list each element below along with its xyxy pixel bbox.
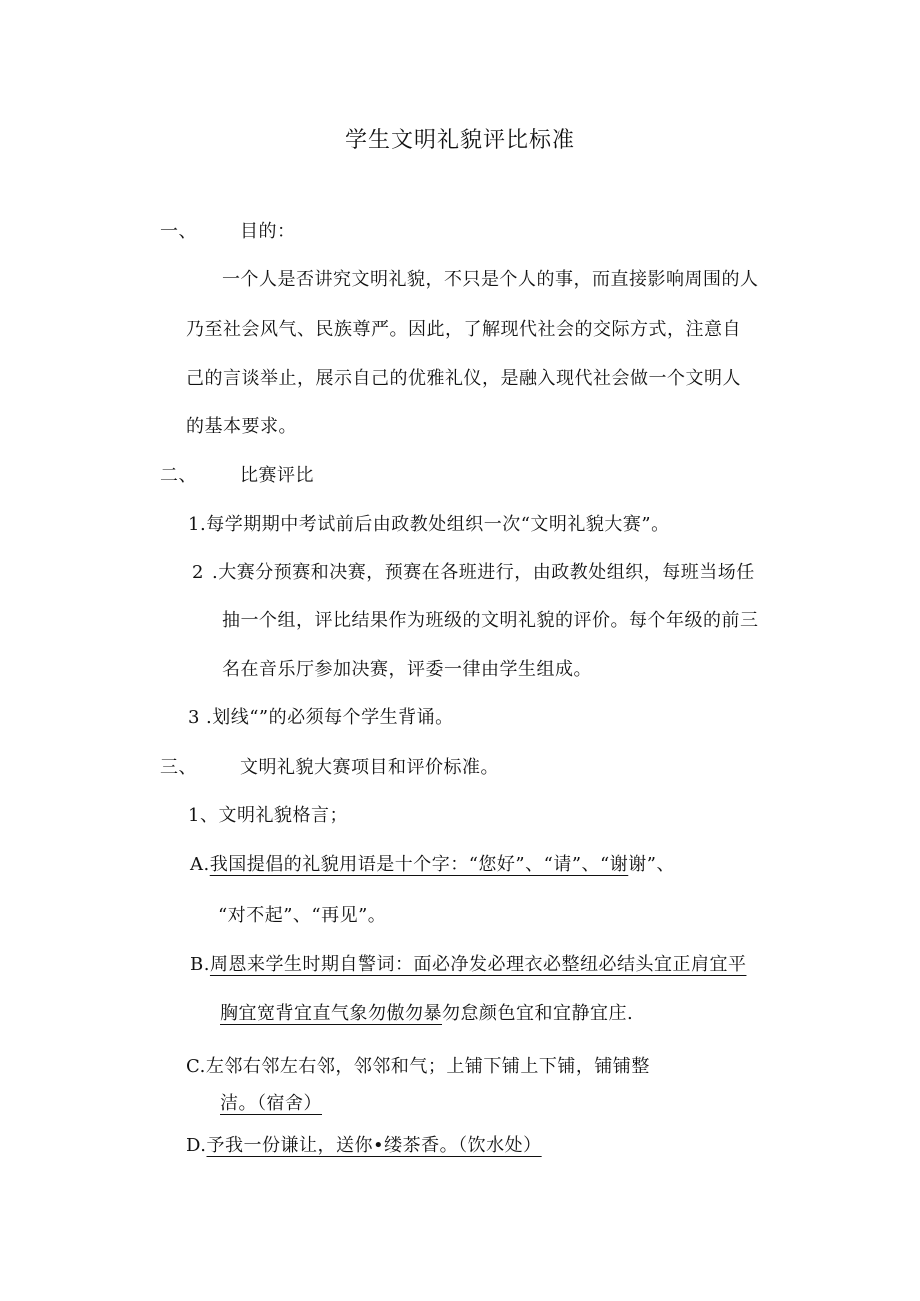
section-2-item-3-text: .划线“”的必须每个学生背诵。 xyxy=(206,707,454,728)
motto-b-underlined-text: 周恩来学生时期自警词：面必净发必理衣必整纽必结头宜正肩宜平 xyxy=(209,954,747,975)
motto-a-underlined-text: 我国提倡的礼貌用语是十个字：“您好”、“请”、“谢 xyxy=(209,854,629,875)
section-2-number: 二、 xyxy=(160,465,197,486)
section-1-number: 一、 xyxy=(160,221,197,242)
section-1-paragraph-line-1: 一个人是否讲究文明礼貌，不只是个人的事，而直接影响周围的人 xyxy=(222,269,759,290)
motto-d-label: D. xyxy=(186,1135,207,1156)
motto-d-underlined-text: 予我一份谦让，送你•缕茶香。（饮水处） xyxy=(206,1135,542,1156)
motto-b-line-1 xyxy=(190,953,746,977)
section-3-heading: 文明礼貌大赛项目和评价标准。 xyxy=(240,757,499,778)
motto-a-label: A. xyxy=(190,854,210,875)
section-1-paragraph-line-2: 乃至社会风气、民族尊严。因此，了解现代社会的交际方式，注意自 xyxy=(186,319,741,340)
section-1-heading: 目的： xyxy=(240,221,296,242)
section-2-item-2-line-3: 名在音乐厅参加决赛，评委一律由学生组成。 xyxy=(222,659,592,680)
motto-c-underlined-text: 洁。（宿舍） xyxy=(220,1093,322,1114)
motto-b-label: B. xyxy=(190,954,210,975)
motto-a-line-1 xyxy=(190,853,675,877)
section-2-item-2-line-1: .大赛分预赛和决赛，预赛在各班进行，由政教处组织，每班当场任 xyxy=(212,562,755,583)
document-title: 学生文明礼貌评比标准 xyxy=(345,128,576,153)
motto-b-underlined-text-2: 胸宜宽背宜直气象勿傲勿暴 xyxy=(220,1003,442,1024)
motto-d-line-1 xyxy=(186,1134,542,1158)
section-3-number: 三、 xyxy=(160,757,197,778)
motto-c-line-1 xyxy=(186,1055,650,1079)
section-3-subheading: 1、文明礼貌格言； xyxy=(188,805,348,826)
section-1-paragraph-line-3: 己的言谈举止，展示自己的优雅礼仪，是融入现代社会做一个文明人 xyxy=(186,368,741,389)
section-2-item-1-text: .每学期期中考试前后由政教处组织一次“文明礼貌大赛”。 xyxy=(200,514,670,535)
motto-b-line-2 xyxy=(220,1002,633,1026)
section-1-paragraph-line-4: 的基本要求。 xyxy=(186,416,297,437)
motto-c-text: 左邻右邻左右邻，邻邻和气；上铺下铺上下铺，铺铺整 xyxy=(205,1056,650,1077)
section-2-item-1-number: 1 xyxy=(188,514,200,535)
motto-b-line-2-rest: 勿怠颜色宜和宜静宜庄. xyxy=(442,1003,634,1024)
section-2-item-2-number: 2 xyxy=(192,562,204,583)
motto-c-label: C. xyxy=(186,1056,206,1077)
section-2-item-3-number: 3 xyxy=(188,707,200,728)
motto-a-line-2: “对不起”、“再见”。 xyxy=(218,905,387,926)
section-2-item-2-line-2: 抽一个组，评比结果作为班级的文明礼貌的评价。每个年级的前三 xyxy=(222,610,759,631)
section-2-heading: 比赛评比 xyxy=(240,465,314,486)
motto-c-line-2 xyxy=(220,1092,322,1116)
motto-a-line-1-rest: 谢”、 xyxy=(628,854,675,875)
